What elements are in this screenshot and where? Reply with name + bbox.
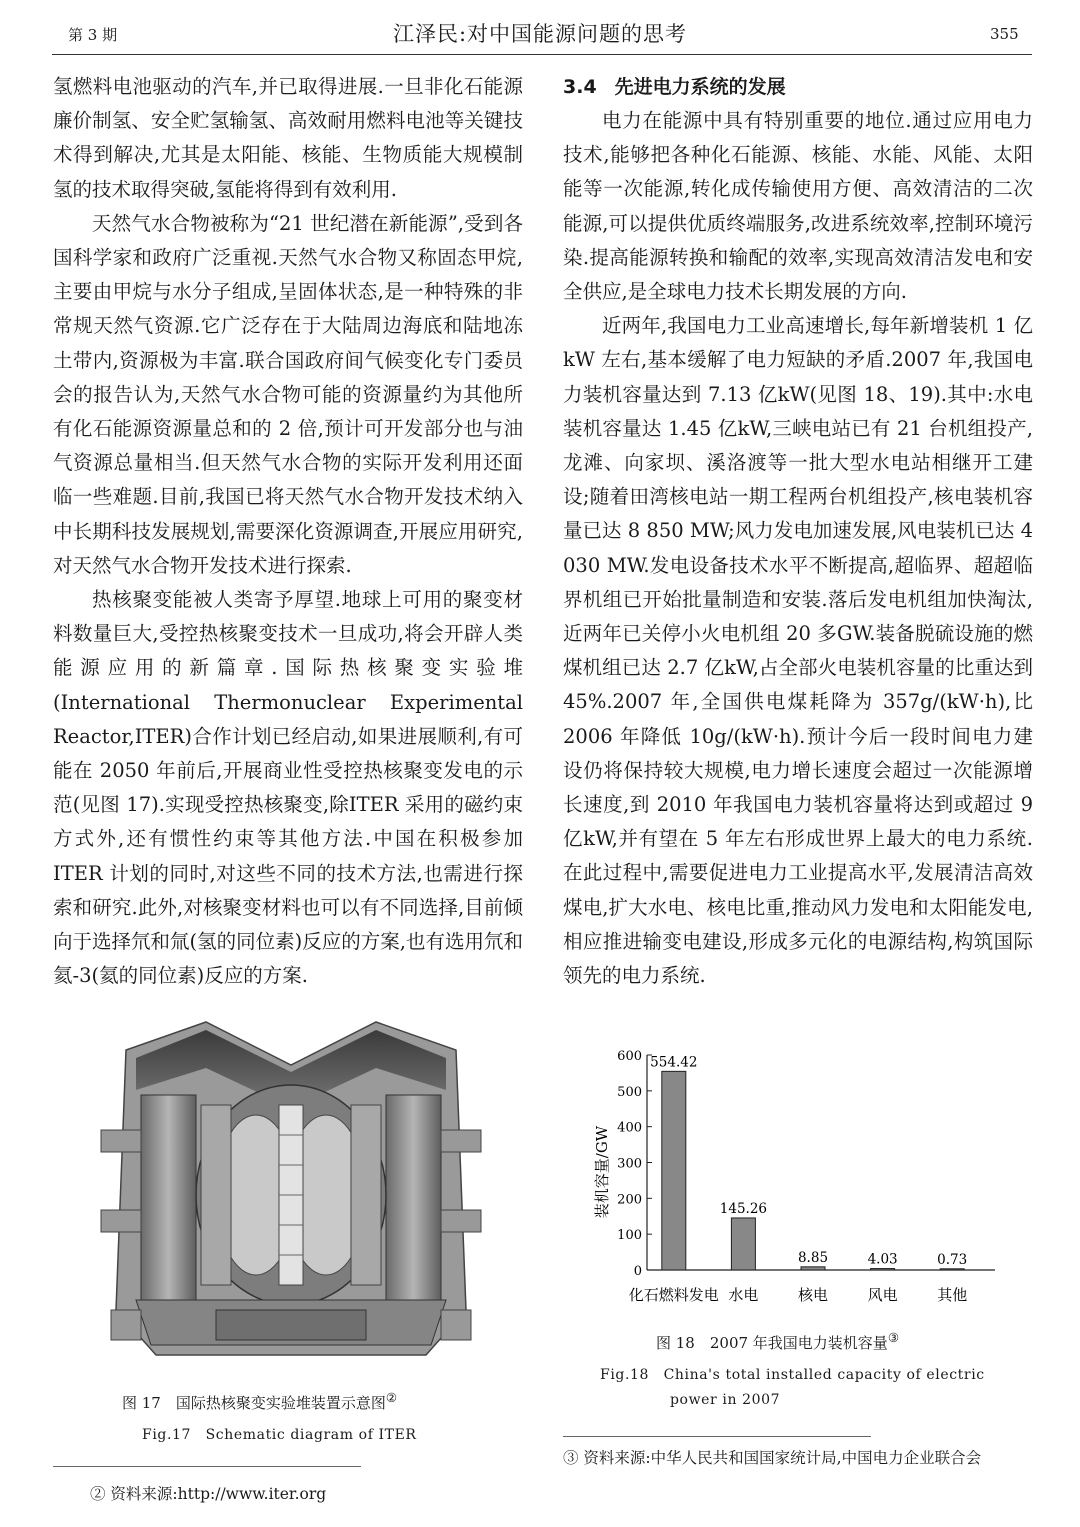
- paragraph: 近两年,我国电力工业高速增长,每年新增装机 1 亿kW 左右,基本缓解了电力短缺的矛盾.2007 年,我国电力装机容量达到 7.13 亿kW(见图 18、19).其中:水电装机容量达 1.45 亿kW,三峡电站已有 21 台机组投产,龙滩、向家坝、溪洛渡等一批大型水电站相继开工建设;随着田湾核电站一期工程两台机组投产,核电装机容量已达 8 850 MW;风力发电加速发展,风电装机已达 4 030 MW.发电设备技术水平不断提高,超临界、超超临界机组已开始批量制造和安装.落后发电机组加快淘汰,近两年已关停小火电机组 20 多GW.装备脱硫设施的燃煤机组已达 2.7 亿kW,占全部火电装机容量的比重达到 45%.2007 年,全国供电煤耗降为 357g/(kW·h),比 2006 年降低 10g/(kW·h).预计今后一段时间电力建设仍将保持较大规模,电力增长速度会超过一次能源增长速度,到 2010 年我国电力装机容量将达到或超过 9 亿kW,并有望在 5 年左右形成世界上最大的电力系统.在此过程中,需要促进电力工业提高水平,发展清洁高效煤电,扩大水电、核电比重,推动风力发电和太阳能发电,相应推进输变电建设,形成多元化的电源结构,构筑国际领先的电力系统.: [563, 314, 1033, 988]
- section-number: 3.4: [563, 76, 597, 98]
- footnote-mark: ③: [887, 1330, 900, 1345]
- footnote-left: ② 资料来源:http://www.iter.org: [90, 1485, 327, 1503]
- section-heading: [563, 70, 1033, 104]
- y-tick-label: 0: [633, 1264, 642, 1279]
- right-column: [563, 70, 1033, 993]
- x-tick-label: 化石燃料发电: [628, 1286, 719, 1304]
- header-rule: [52, 54, 1032, 55]
- section-title: 先进电力系统的发展: [614, 76, 786, 98]
- bar: [662, 1071, 686, 1270]
- y-tick-label: 300: [617, 1156, 642, 1172]
- bar: [871, 1269, 895, 1270]
- footnote-rule: [53, 1466, 361, 1467]
- iter-illustration: [96, 1010, 486, 1370]
- y-tick-label: 100: [617, 1228, 642, 1244]
- data-label: 8.85: [797, 1249, 829, 1266]
- x-tick-label: 水电: [728, 1286, 759, 1304]
- footnote-right: ③ 资料来源:中华人民共和国国家统计局,中国电力企业联合会: [563, 1449, 982, 1467]
- figure17-caption-cn: 图 17 国际热核聚变实验堆装置示意图②: [122, 1390, 398, 1412]
- y-axis-label: 装机容量/GW: [593, 1125, 611, 1219]
- data-label: 554.42: [650, 1054, 698, 1071]
- data-label: 4.03: [867, 1251, 898, 1268]
- paragraph: 热核聚变能被人类寄予厚望.地球上可用的聚变材料数量巨大,受控热核聚变技术一旦成功,将会开辟人类能源应用的新篇章.国际热核聚变实验堆(International Thermonuclear Experimental Reactor,ITER)合作计划已经启动,如果进展顺利,有可能在 2050 年前后,开展商业性受控热核聚变发电的示范(见图 17).实现受控热核聚变,除ITER 采用的磁约束方式外,还有惯性约束等其他方法.中国在积极参加ITER 计划的同时,对这些不同的技术方法,也需进行探索和研究.此外,对核聚变材料也可以有不同选择,目前倾向于选择氘和氚(氢的同位素)反应的方案,也有选用氘和氦-3(氦的同位素)反应的方案.: [53, 588, 523, 988]
- page-number: 355: [990, 25, 1019, 43]
- footnote-rule: [563, 1436, 871, 1437]
- capacity-bar-chart: [585, 1040, 1005, 1320]
- page-header: [0, 0, 1080, 66]
- x-tick-label: 风电: [867, 1286, 898, 1304]
- running-title: 江泽民:对中国能源问题的思考: [392, 22, 688, 46]
- x-tick-label: 其他: [937, 1286, 968, 1304]
- data-label: 145.26: [719, 1200, 768, 1217]
- y-tick-label: 500: [617, 1084, 642, 1100]
- chart-bars: [629, 1054, 967, 1304]
- figure18-caption-en-line2: power in 2007: [670, 1392, 781, 1408]
- bar: [801, 1267, 825, 1270]
- y-tick-label: 400: [617, 1120, 642, 1136]
- figure17-caption-en: Fig.17 Schematic diagram of ITER: [142, 1427, 417, 1443]
- figure18-caption-cn: 图 18 2007 年我国电力装机容量③: [656, 1330, 900, 1352]
- left-column: [53, 70, 523, 993]
- paragraph: 电力在能源中具有特别重要的地位.通过应用电力技术,能够把各种化石能源、核能、水能、风能、太阳能等一次能源,转化成传输使用方便、高效清洁的二次能源,可以提供优质终端服务,改进系统效率,控制环境污染.提高能源转换和输配的效率,实现高效清洁发电和安全供应,是全球电力技术长期发展的方向.: [563, 109, 1033, 304]
- figure18-caption-en-line1: Fig.18 China's total installed capacity of electric: [600, 1367, 985, 1383]
- paragraph: 天然气水合物被称为“21 世纪潜在新能源”,受到各国科学家和政府广泛重视.天然气水合物又称固态甲烷,主要由甲烷与水分子组成,呈固体状态,是一种特殊的非常规天然气资源.它广泛存在于大陆周边海底和陆地冻土带内,资源极为丰富.联合国政府间气候变化专门委员会的报告认为,天然气水合物可能的资源量约为其他所有化石能源资源量总和的 2 倍,预计可开发部分也与油气资源总量相当.但天然气水合物的实际开发利用还面临一些难题.目前,我国已将天然气水合物开发技术纳入中长期科技发展规划,需要深化资源调查,开展应用研究,对天然气水合物开发技术进行探索.: [53, 211, 523, 577]
- paragraph: 氢燃料电池驱动的汽车,并已取得进展.一旦非化石能源廉价制氢、安全贮氢输氢、高效耐用燃料电池等关键技术得到解决,尤其是太阳能、核能、生物质能大规模制氢的技术取得突破,氢能将得到有效利用.: [53, 75, 523, 201]
- y-tick-label: 600: [617, 1049, 642, 1064]
- data-label: 0.73: [937, 1251, 968, 1268]
- issue-number: 第 3 期: [68, 26, 118, 44]
- y-tick-label: 200: [617, 1192, 642, 1208]
- bar: [940, 1269, 964, 1270]
- footnote-mark: ②: [385, 1390, 398, 1405]
- bar: [731, 1218, 755, 1270]
- x-tick-label: 核电: [797, 1286, 829, 1304]
